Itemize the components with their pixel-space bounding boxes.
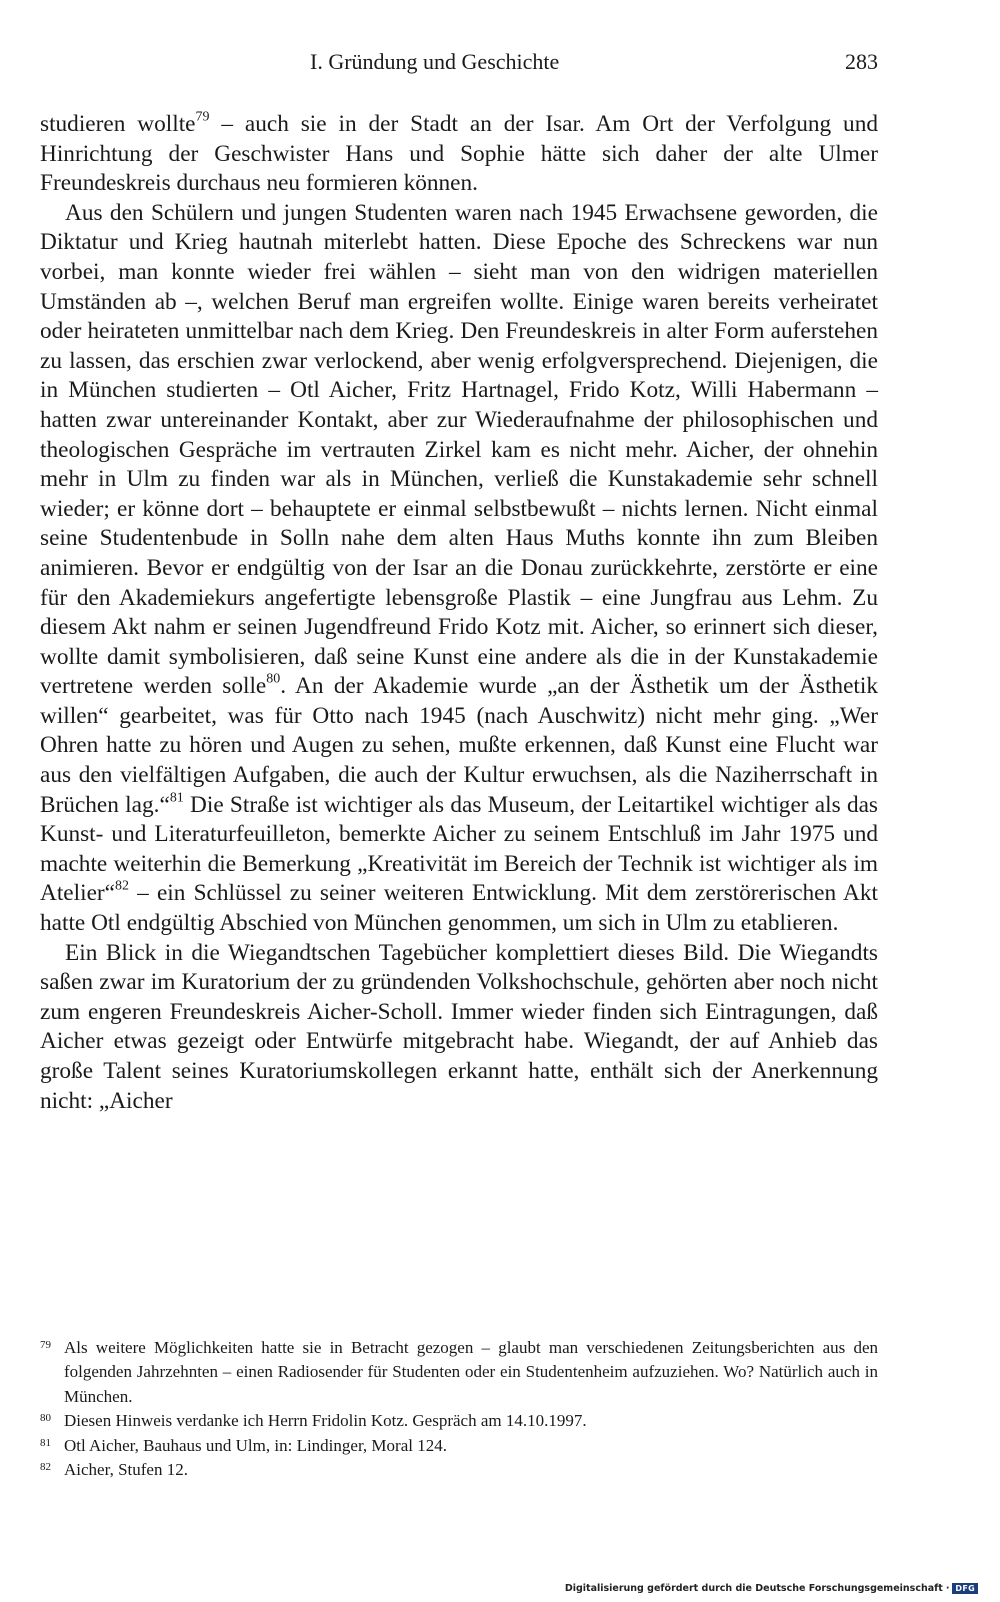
footnote-mark: 80 <box>40 1412 51 1425</box>
footnote-79 <box>40 1336 878 1409</box>
page-number: 283 <box>845 49 878 74</box>
footnote-text: Als weitere Möglichkeiten hatte sie in Betracht gezogen – glaubt man verschiedenen Zeitungsberichten aus den folgenden Jahrzehnten – einen Radiosender für Studenten oder ein Studentenheim aufzuziehen. Wo? Natürlich auch in München. <box>64 1338 878 1406</box>
paragraph-2 <box>40 199 878 939</box>
text-run: . An der Akademie wurde „an der Ästhetik um der Ästhetik willen“ gearbeitet, was für Otto nach 1945 (nach Auschwitz) nicht mehr ging. „Wer Ohren hatte zu hören und Augen zu sehen, mußte erkennen, daß Kunst eine Flucht war aus den vielfältigen Aufgaben, die auch der Kultur erwuchsen, als die Naziherrschaft in Brüchen lag.“ <box>40 673 879 818</box>
text-run: Die Straße ist wichtiger als das Museum, der Leitartikel wichtiger als das Kunst- und Literaturfeuilleton, bemerkte Aicher zu seinem Entschluß im Jahr 1975 und machte weiterhin die Bemerkung „Kreativität im Bereich der Technik ist wichtiger als im Atelier“ <box>40 791 878 907</box>
footnote-mark: 81 <box>40 1436 51 1449</box>
text-run: studieren wollte <box>40 111 196 137</box>
footnote-text: Diesen Hinweis verdanke ich Herrn Fridolin Kotz. Gespräch am 14.10.1997. <box>64 1411 587 1431</box>
paragraph-3: Ein Blick in die Wiegandtschen Tagebücher komplettiert dieses Bild. Die Wiegandts saßen zwar im Kuratorium der zu gründenden Volkshochschule, gehörten aber noch nicht zum engeren Freundeskreis Aicher-Scholl. Immer wieder finden sich Eintragungen, daß Aicher etwas gezeigt oder Entwürfe mitgebracht habe. Wiegandt, der auf Anhieb das große Talent seines Kuratoriumskollegen erkannt hatte, enthält sich der Anerkennung nicht: „Aicher <box>40 939 878 1114</box>
footnote-text: Otl Aicher, Bauhaus und Ulm, in: Lindinger, Moral 124. <box>64 1435 447 1455</box>
text-run: – ein Schlüssel zu seiner weiteren Entwicklung. Mit dem zerstörerischen Akt hatte Otl endgültig Abschied von München genommen, um sich in Ulm zu etablieren. <box>40 880 878 937</box>
footnote-text: Aicher, Stufen 12. <box>64 1460 188 1480</box>
footnote-82 <box>40 1458 878 1482</box>
digitization-credit <box>565 1580 978 1596</box>
footnotes <box>40 1336 878 1482</box>
footnote-ref: 81 <box>169 790 184 806</box>
footnote-mark: 79 <box>40 1339 51 1351</box>
credit-text: Digitalisierung gefördert durch die Deutsche Forschungsgemeinschaft <box>564 1582 943 1594</box>
text-run: Aus den Schülern und jungen Studenten waren nach 1945 Erwachsene geworden, die Diktatur und Krieg hautnah miterlebt hatten. Diese Epoche des Schreckens war nun vorbei, man konnte wieder frei wählen – sieht man von den widrigen materiellen Umständen ab –, welchen Beruf man ergreifen wollte. Einige waren bereits verheiratet oder heirateten unmittelbar nach dem Krieg. Den Freundeskreis in alter Form auferstehen zu lassen, das erschien zwar verlockend, aber wenig erfolgversprechend. Diejenigen, die in München studierten – Otl Aicher, Fritz Hartnagel, Frido Kotz, Willi Habermann – hatten zwar untereinander Kontakt, aber zur Wiederaufnahme der philosophischen und theologischen Gespräche im vertrauten Zirkel kam es nicht mehr. Aicher, der ohnehin mehr in Ulm zu finden war als in München, verließ die Kunstakademie sehr schnell wieder; er könne dort – behauptete er einmal selbstbewußt – nichts lernen. Nicht einmal seine Studentenbude in Solln nahe dem alten Haus Muths konnte ihn zum Bleiben animieren. Bevor er endgültig von der Isar an die Donau zurückkehrte, zerstörte er eine für den Akademiekurs angefertigte lebensgroße Plastik – eine Jungfrau aus Lehm. Zu diesem Akt nahm er seinen Jugendfreund Frido Kotz mit. Aicher, so erinnert sich dieser, wollte damit symbolisieren, daß seine Kunst eine andere als die in der Kunstakademie vertretene werden solle <box>40 199 878 700</box>
text-run: – auch sie in der Stadt an der Isar. Am Ort der Verfolgung und Hinrichtung der Geschwister Hans und Sophie hätte sich daher der alte Ulmer Freundeskreis durchaus neu formieren können. <box>40 111 878 197</box>
footnote-80 <box>40 1409 878 1433</box>
running-head <box>40 47 878 77</box>
footnote-ref: 79 <box>195 109 210 125</box>
dfg-logo-icon: DFG <box>952 1583 978 1594</box>
footnote-mark: 82 <box>40 1461 51 1474</box>
main-text <box>40 110 878 1116</box>
footnote-ref: 82 <box>115 878 129 894</box>
paragraph-1 <box>40 110 878 199</box>
footnote-ref: 80 <box>266 671 281 687</box>
chapter-title: I. Gründung und Geschichte <box>310 49 560 74</box>
credit-separator: · <box>945 1582 950 1594</box>
footnote-81 <box>40 1434 878 1458</box>
